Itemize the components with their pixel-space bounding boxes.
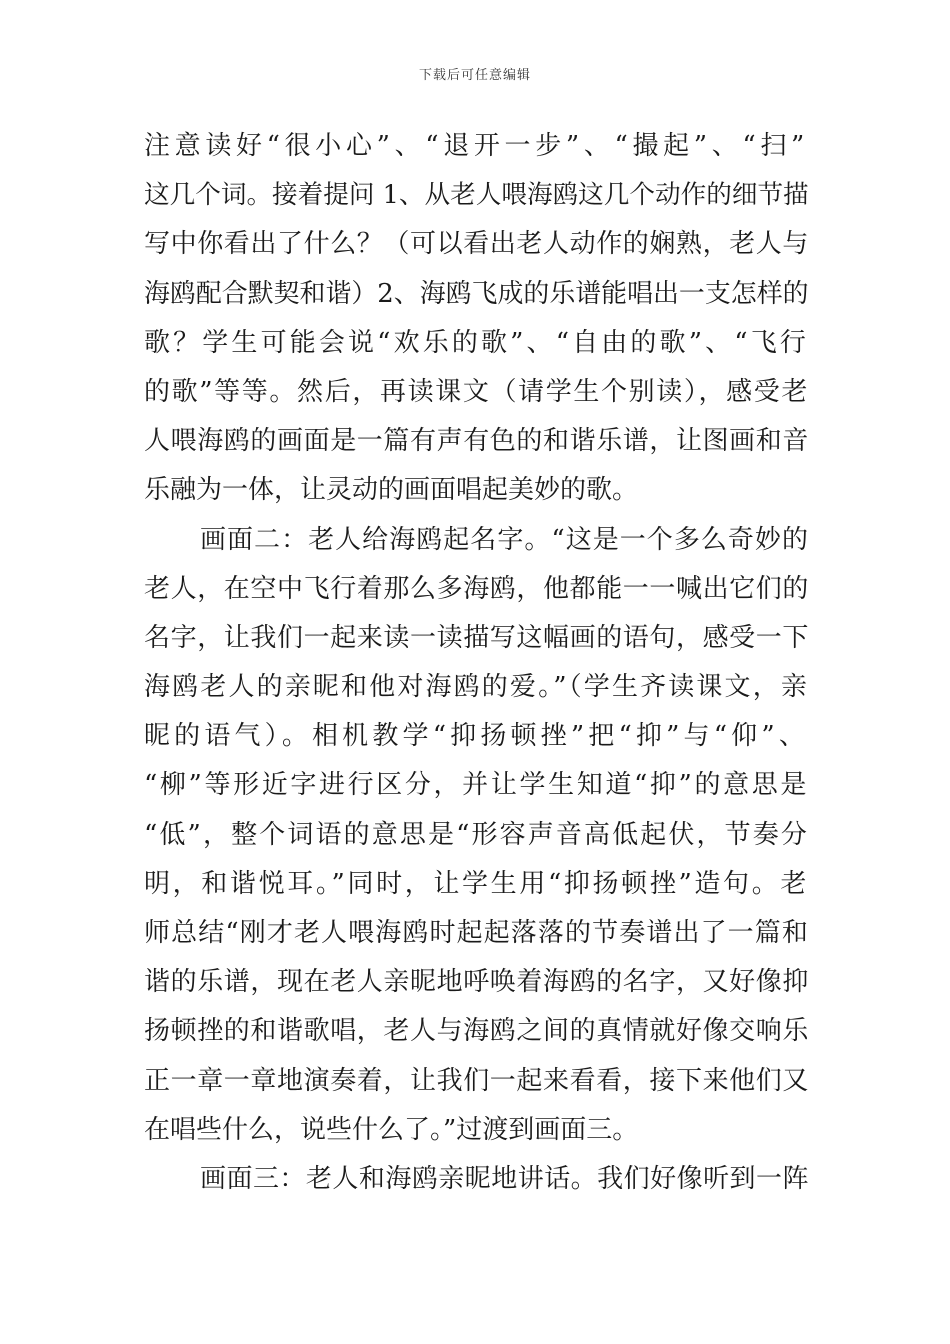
text-line: 注意读好“很小心”、“退开一步”、“撮起”、“扫” [144,131,809,161]
text-line: 乐融为一体，让灵动的画面唱起美妙的歌。 [144,475,639,506]
text-line: 扬顿挫的和谐歌唱，老人与海鸥之间的真情就好像交响乐 [144,1016,809,1047]
text-line: 明，和谐悦耳。”同时，让学生用“抑扬顿挫”造句。老 [144,868,809,899]
text-line: 海鸥配合默契和谐）2、海鸥飞成的乐谱能唱出一支怎样的 [144,278,809,309]
text-line: 歌？学生可能会说“欢乐的歌”、“自由的歌”、“飞行 [144,327,809,358]
paragraph-first-line: 画面二：老人给海鸥起名字。“这是一个多么奇妙的 [200,524,809,555]
document-body [144,122,809,1204]
text-line: 人喂海鸥的画面是一篇有声有色的和谐乐谱，让图画和音 [144,426,809,457]
text-line: 这几个词。接着提问 1、从老人喂海鸥这几个动作的细节描 [144,180,809,211]
text-line: 昵的语气）。相机教学“抑扬顿挫”把“抑”与“仰”、 [144,721,809,752]
text-line: 师总结“刚才老人喂海鸥时起起落落的节奏谱出了一篇和 [144,918,809,948]
text-line: 名字，让我们一起来读一读描写这幅画的语句，感受一下 [144,622,809,653]
paragraph-first-line: 画面三：老人和海鸥亲昵地讲话。我们好像听到一阵 [200,1163,809,1194]
text-line: 老人，在空中飞行着那么多海鸥，他都能一一喊出它们的 [144,573,809,604]
text-line: “柳”等形近字进行区分，并让学生知道“抑”的意思是 [144,770,809,801]
text-line: “低”，整个词语的意思是“形容声音高低起伏，节奏分 [144,819,809,850]
text-line: 写中你看出了什么？（可以看出老人动作的娴熟，老人与 [144,229,809,260]
page-header: 下载后可任意编辑 [418,68,531,83]
text-line: 谐的乐谱，现在老人亲昵地呼唤着海鸥的名字，又好像抑 [144,967,809,998]
text-line: 在唱些什么，说些什么了。”过渡到画面三。 [144,1114,639,1145]
text-line: 海鸥老人的亲昵和他对海鸥的爱。”（学生齐读课文，亲 [144,672,809,703]
text-line: 正一章一章地演奏着，让我们一起来看看，接下来他们又 [144,1065,809,1096]
text-line: 的歌”等等。然后，再读课文（请学生个别读），感受老 [144,376,809,407]
